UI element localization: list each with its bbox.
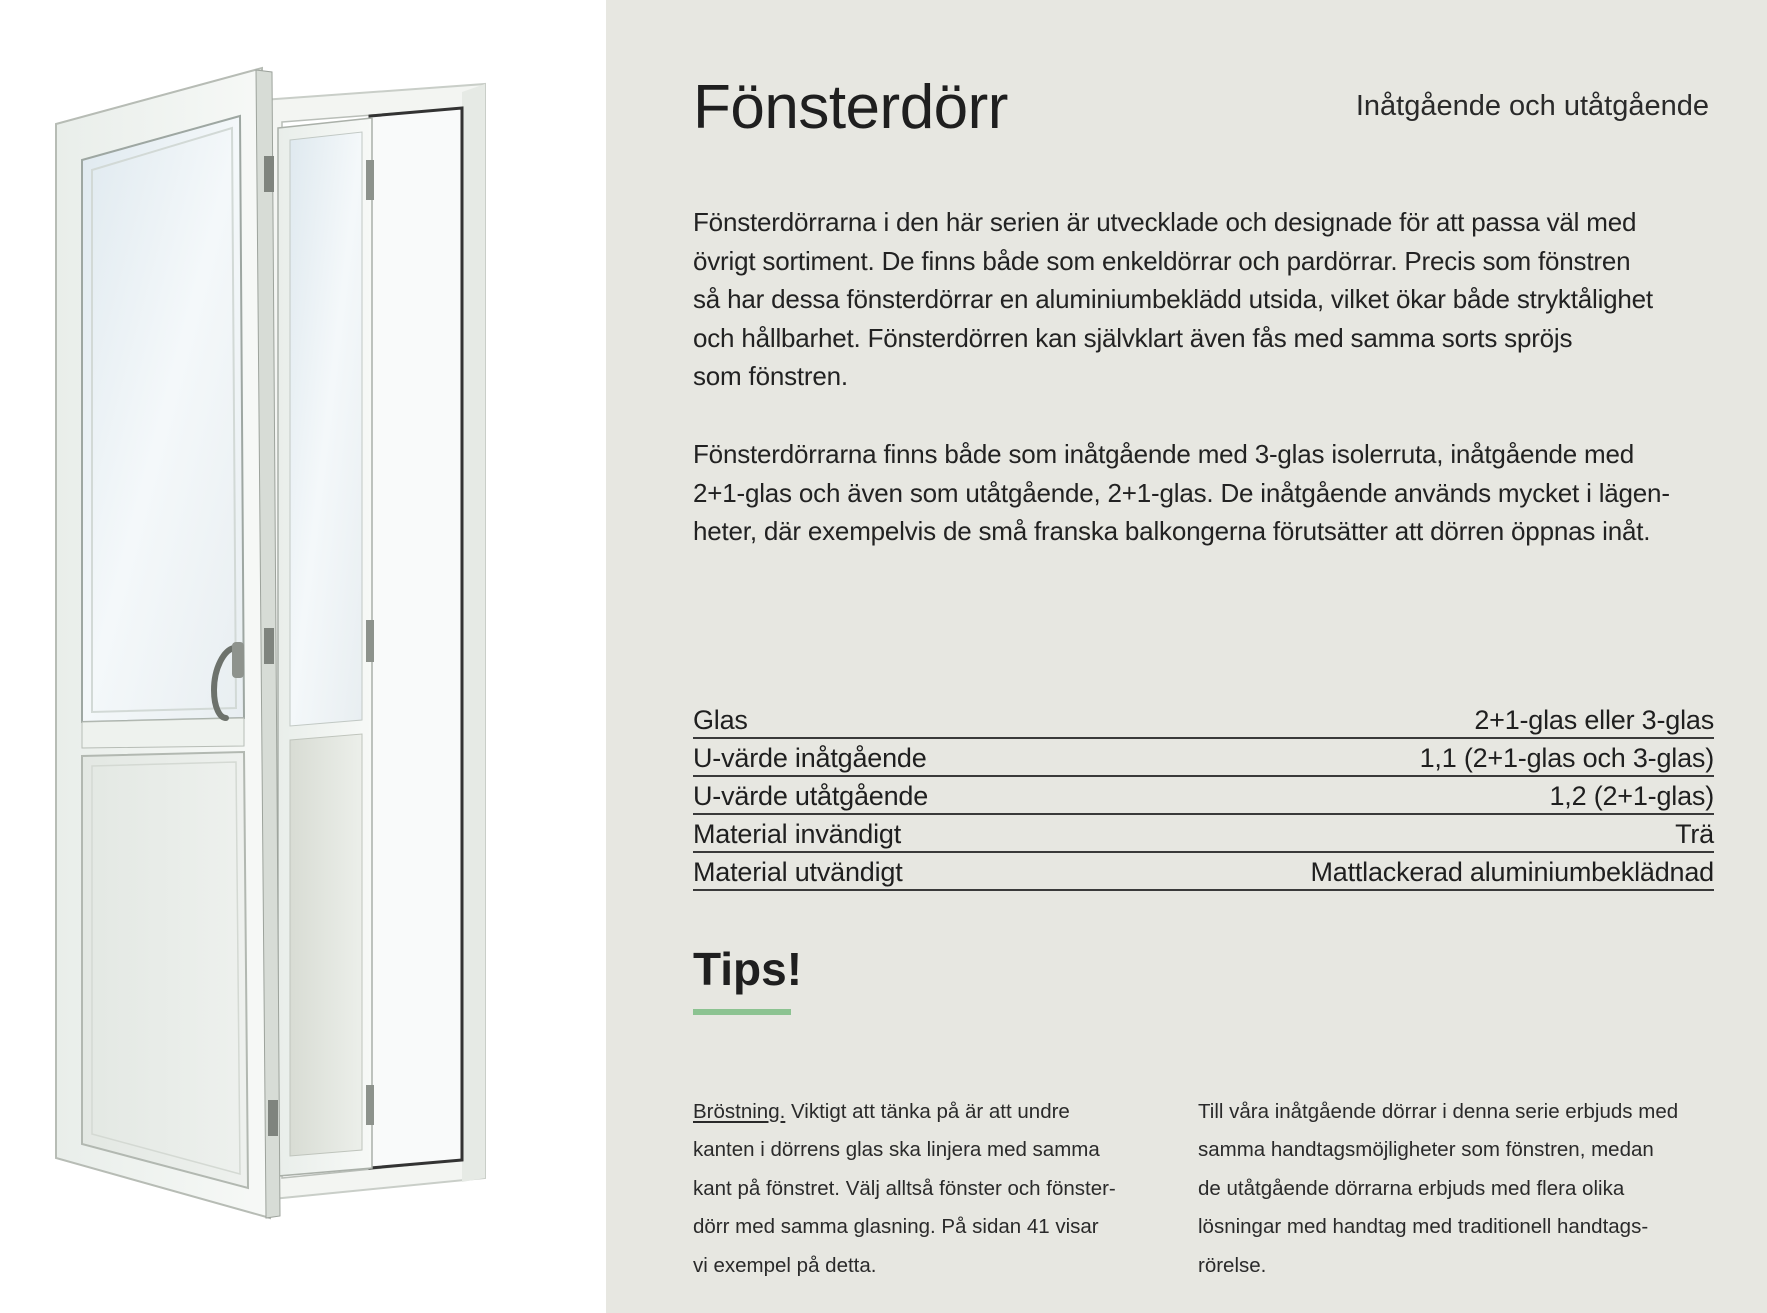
door-image	[0, 0, 606, 1313]
intro-paragraph-1	[693, 203, 1713, 396]
tips-left-heading: Bröstning.	[693, 1100, 786, 1123]
spec-row-glas	[693, 701, 1714, 739]
text-line: Till våra inåtgående dörrar i denna serie erbjuds med	[1198, 1100, 1679, 1123]
spec-label: Material invändigt	[693, 819, 902, 849]
text-line: kanten i dörrens glas ska linjera med samma	[693, 1138, 1100, 1162]
text-line: Fönsterdörrarna i den här serien är utvecklade och designade för att passa väl med	[693, 207, 1637, 237]
text-line: de utåtgående dörrarna erbjuds med flera olika	[1198, 1176, 1625, 1200]
spec-value: 1,2 (2+1-glas)	[1549, 781, 1714, 811]
text-line: rörelse.	[1198, 1253, 1267, 1277]
tips-heading: Tips!	[693, 943, 803, 995]
spec-row-material-inside	[693, 815, 1714, 853]
spec-value: Mattlackerad aluminiumbeklädnad	[1310, 857, 1714, 887]
spec-row-u-value-inward	[693, 739, 1714, 777]
spec-label: U-värde utåtgående	[693, 781, 929, 811]
content-panel	[606, 0, 1767, 1313]
text-line: 2+1-glas och även som utåtgående, 2+1-glas. De inåtgående används mycket i lägen-	[693, 477, 1670, 508]
text-line: Fönsterdörrarna finns både som inåtgående med 3-glas isolerruta, inåtgående med	[693, 439, 1634, 469]
text-line: vi exempel på detta.	[693, 1253, 877, 1277]
text-line: lösningar med handtag med traditionell handtags-	[1198, 1215, 1649, 1239]
spec-value: 2+1-glas eller 3-glas	[1474, 705, 1714, 735]
page-title: Fönsterdörr	[693, 73, 1008, 142]
text-line: heter, där exempelvis de små franska balkongerna förutsätter att dörren öppnas inåt.	[693, 516, 1651, 546]
text-fragment: Viktigt att tänka på är att undre	[785, 1100, 1070, 1123]
spec-row-u-value-outward	[693, 777, 1714, 815]
text-line: kant på fönstret. Välj alltså fönster och fönster-	[693, 1176, 1116, 1200]
tips-accent-bar	[693, 1009, 791, 1015]
text-line: dörr med samma glasning. På sidan 41 visar	[693, 1215, 1099, 1239]
tips-right-column	[1198, 1093, 1678, 1285]
spec-label: Material utvändigt	[693, 857, 903, 887]
intro-paragraph-2	[693, 435, 1713, 551]
window-door-illustration	[0, 0, 606, 1313]
text-line: så har dessa fönsterdörrar en aluminiumbeklädd utsida, vilket ökar både stryktålighet	[693, 284, 1653, 314]
spec-row-material-outside	[693, 853, 1714, 891]
text-line: och hållbarhet. Fönsterdörren kan självklart även fås med samma sorts spröjs	[693, 322, 1573, 353]
page-subtitle: Inåtgående och utåtgående	[1355, 90, 1709, 122]
text-line: som fönstren.	[693, 361, 848, 391]
spec-value: 1,1 (2+1-glas och 3-glas)	[1419, 743, 1714, 773]
spec-table	[693, 701, 1714, 891]
spec-value: Trä	[1675, 819, 1714, 849]
text-line	[693, 1093, 1173, 1131]
text-line: samma handtagsmöjligheter som fönstren, medan	[1198, 1138, 1654, 1162]
text-line: övrigt sortiment. De finns både som enkeldörrar och pardörrar. Precis som fönstren	[693, 245, 1631, 276]
tips-left-column	[693, 1093, 1173, 1285]
spec-label: Glas	[693, 705, 748, 735]
spec-label: U-värde inåtgående	[693, 743, 927, 773]
